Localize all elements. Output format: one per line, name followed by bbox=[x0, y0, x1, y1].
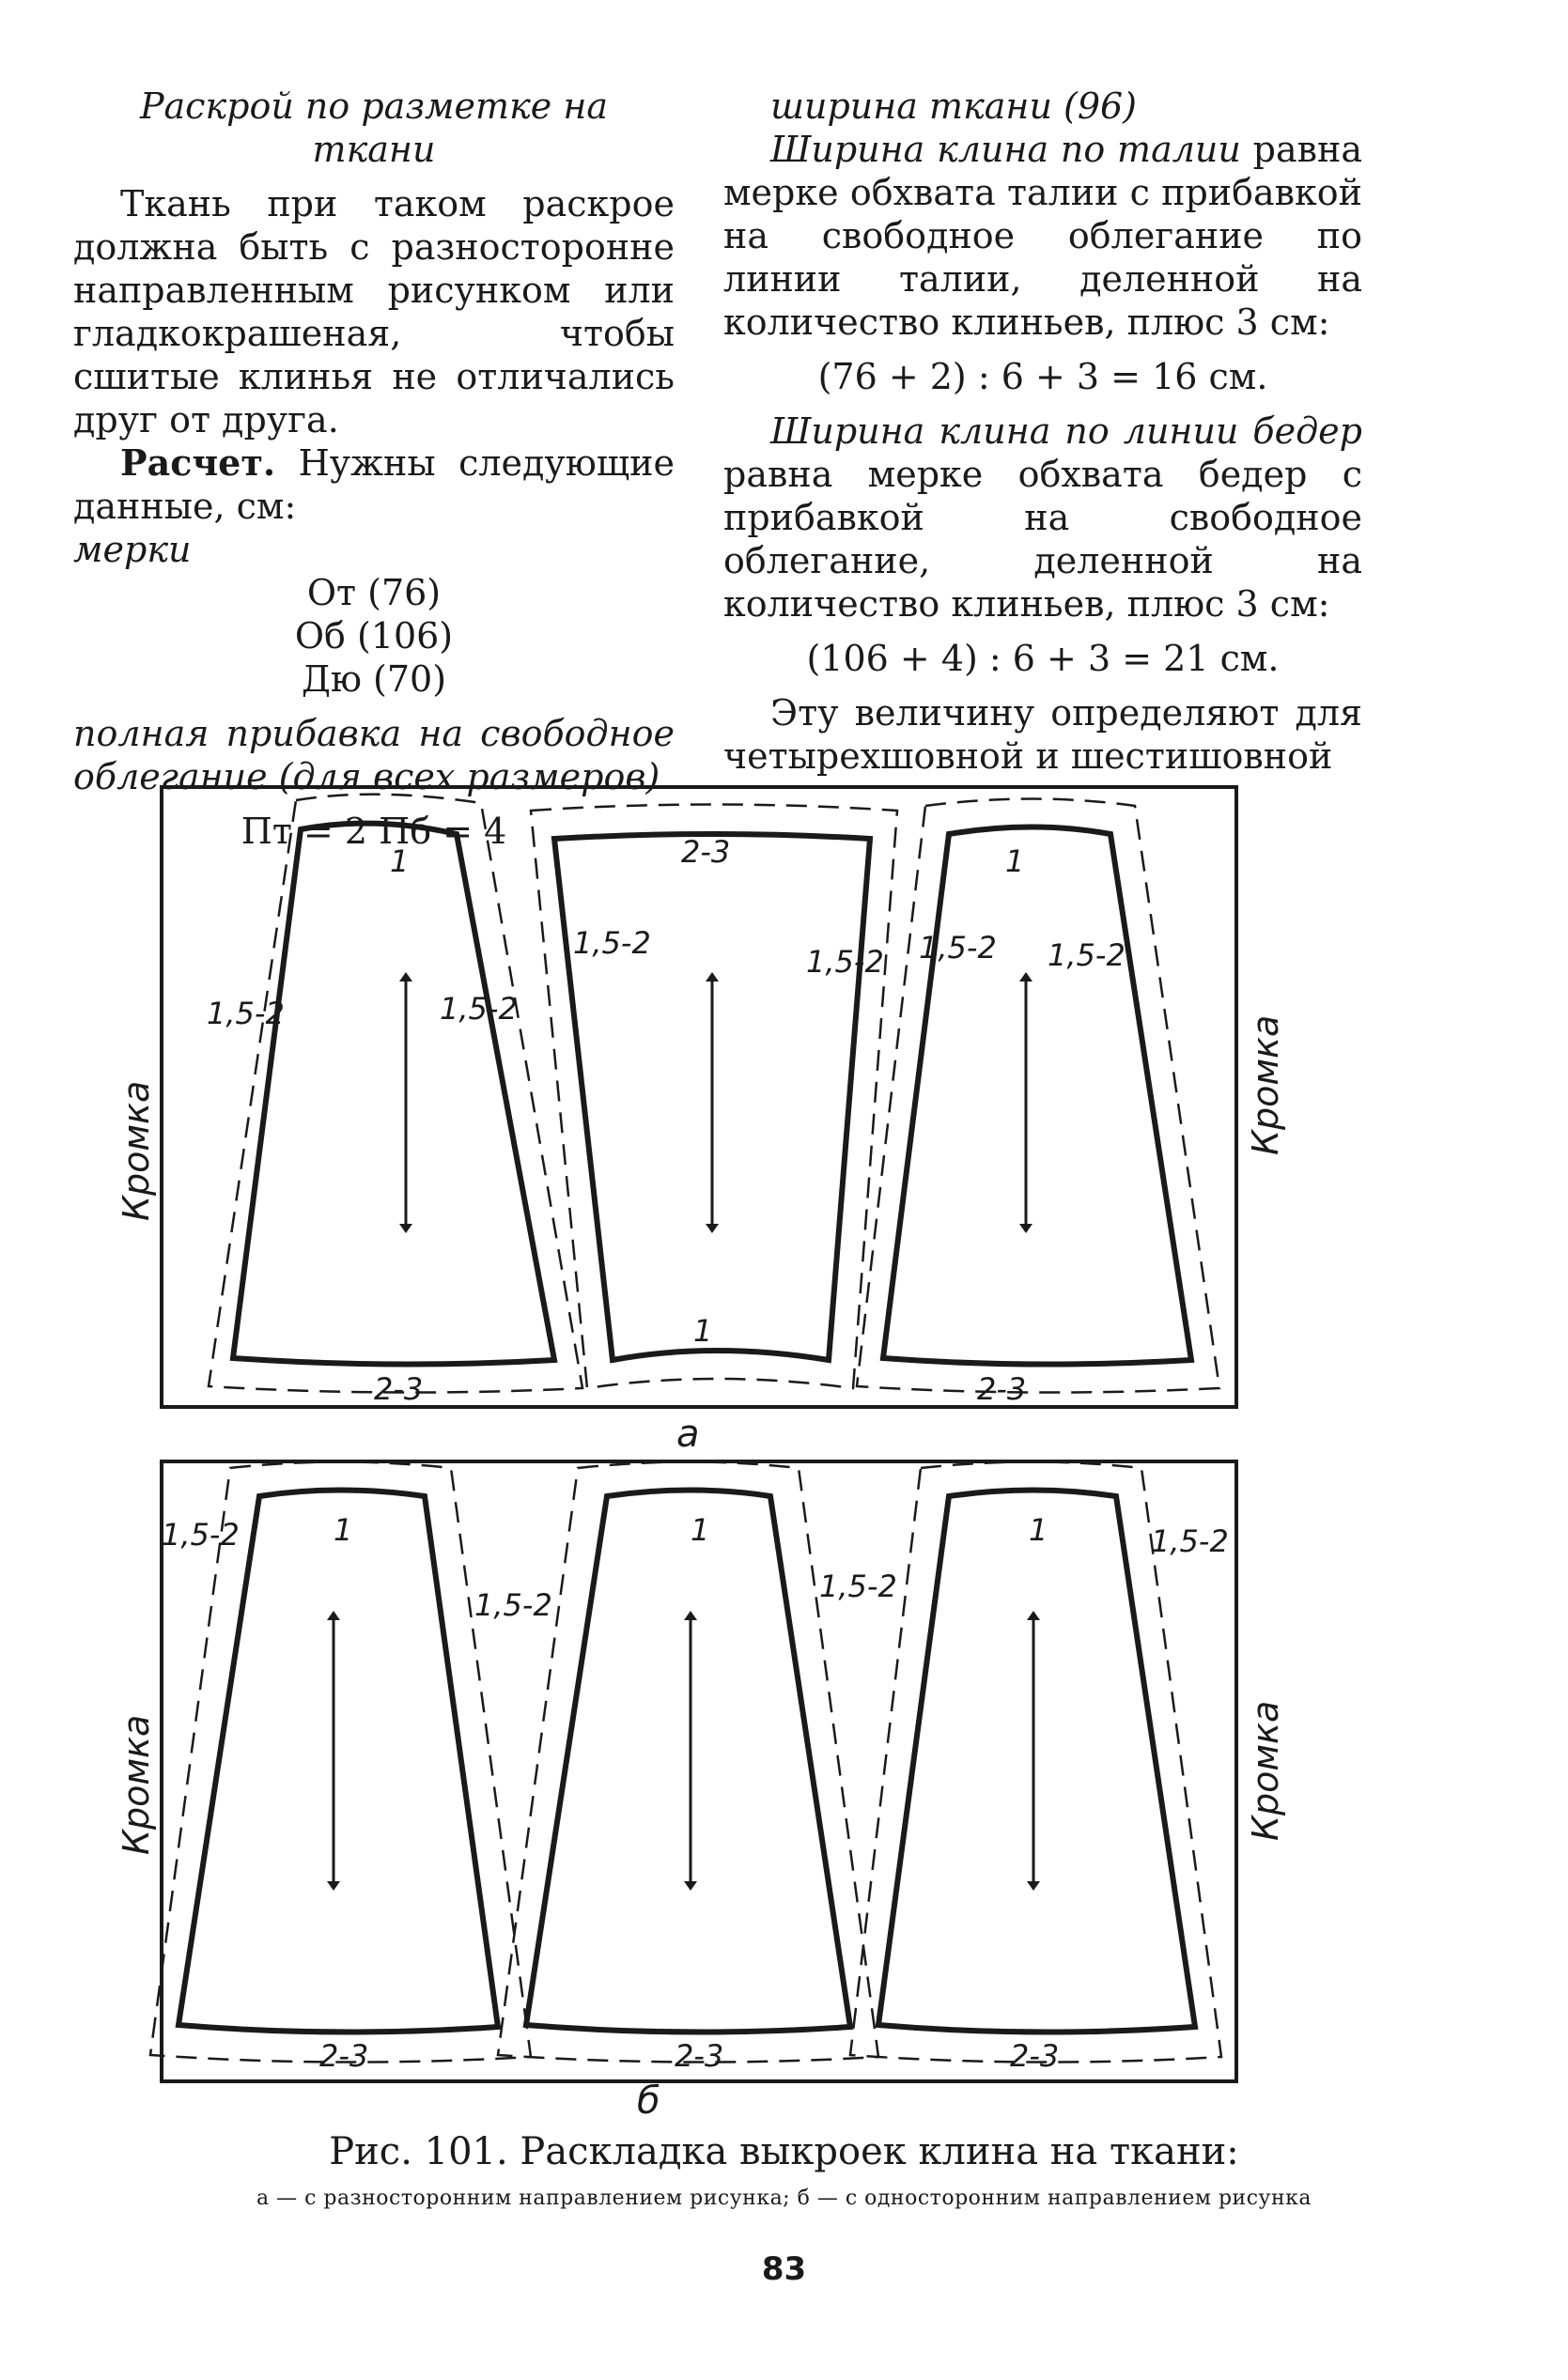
section-heading: Раскрой по разметке на ткани bbox=[139, 85, 609, 170]
hip-width-text: равна мерке обхвата бедер с прибавкой на свободное облегание, деленной на количество клиньев, плюс 3 см: bbox=[723, 454, 1362, 625]
seam-label-b1r: 1,5-2 bbox=[474, 1587, 552, 1623]
page-number: 83 bbox=[761, 2250, 807, 2288]
gore-b2-outline bbox=[526, 1491, 850, 2032]
gore-b1-outline bbox=[179, 1491, 498, 2032]
seam-label-b2r: 1,5-2 bbox=[819, 1569, 897, 1604]
seam-label-b3r: 1,5-2 bbox=[1151, 1523, 1229, 1559]
measures-label: мерки bbox=[73, 529, 192, 570]
measure-hips: Об (106) bbox=[294, 615, 454, 657]
figure-label-b: б bbox=[637, 2079, 660, 2123]
allowance-values: Пт = 2 Пб = 4 bbox=[241, 811, 507, 852]
seam-label-a3r: 1,5-2 bbox=[1048, 937, 1126, 973]
fabric-width-label: ширина ткани (96) bbox=[770, 85, 1138, 127]
waist-label-a2: 1 bbox=[693, 1313, 713, 1349]
measure-waist: От (76) bbox=[306, 572, 442, 613]
hem-label-a1: 2-3 bbox=[374, 1371, 424, 1407]
allowance-label: полная прибавка на свободное облегание (для всех размеров) bbox=[73, 713, 675, 797]
waist-label-b2: 1 bbox=[691, 1512, 710, 1548]
seam-label-a3l: 1,5-2 bbox=[919, 930, 997, 966]
figure-subcaption: а — с разносторонним направлением рисунка; б — с односторонним направлением рисунка bbox=[256, 2187, 1312, 2210]
seam-label-a2l: 1,5-2 bbox=[573, 925, 651, 961]
formula-waist: (76 + 2) : 6 + 3 = 16 см. bbox=[817, 356, 1268, 397]
formula-hips: (106 + 4) : 6 + 3 = 21 см. bbox=[806, 638, 1280, 679]
hem-label-b2: 2-3 bbox=[675, 2038, 724, 2074]
waist-label-b1: 1 bbox=[334, 1512, 353, 1548]
waist-width-term: Ширина клина по талии bbox=[770, 129, 1241, 170]
hem-label-a3: 2-3 bbox=[977, 1371, 1027, 1407]
hip-width-term: Ширина клина по линии бедер bbox=[770, 410, 1362, 452]
selvedge-label-a-right: Кромка bbox=[1245, 1014, 1286, 1155]
waist-label-a3: 1 bbox=[1005, 843, 1025, 879]
gore-b2-cutline bbox=[498, 1462, 878, 2063]
calc-text: Нужны следующие данные, см: bbox=[73, 442, 675, 527]
calc-heading: Расчет. bbox=[120, 441, 276, 484]
seam-label-a1r: 1,5-2 bbox=[440, 991, 518, 1027]
waist-width-text: равна мерке обхвата талии с прибавкой на свободное облегание по линии талии, деленной на количество клиньев, плюс 3 см: bbox=[723, 129, 1363, 343]
seam-label-b1l: 1,5-2 bbox=[162, 1517, 240, 1553]
hem-label-a2: 2-3 bbox=[681, 834, 731, 870]
seam-label-a2r: 1,5-2 bbox=[806, 944, 884, 980]
gore-b3-outline bbox=[878, 1491, 1195, 2032]
figure-label-a: а bbox=[676, 1413, 700, 1456]
waist-label-b3: 1 bbox=[1029, 1512, 1048, 1548]
gore-a3-outline bbox=[883, 827, 1191, 1365]
seam-label-a1l: 1,5-2 bbox=[207, 996, 285, 1031]
selvedge-label-b-right: Кромка bbox=[1245, 1700, 1286, 1841]
hem-label-b1: 2-3 bbox=[319, 2038, 369, 2074]
selvedge-label-a-left: Кромка bbox=[116, 1080, 157, 1221]
selvedge-label-b-left: Кромка bbox=[116, 1714, 157, 1855]
fabric-rect-b bbox=[162, 1461, 1236, 2081]
fabric-paragraph: Ткань при таком раскрое должна быть с разносторонне направленным рисунком или гладкокрашеная, чтобы сшитые клинья не отличались друг от друга. bbox=[73, 183, 675, 440]
hem-label-b3: 2-3 bbox=[1010, 2038, 1060, 2074]
last-paragraph: Эту величину определяют для четырехшовной и шестишовной bbox=[723, 692, 1362, 777]
measure-length: Дю (70) bbox=[301, 658, 447, 700]
gore-a3-cutline bbox=[857, 799, 1219, 1393]
waist-label-a1: 1 bbox=[390, 843, 410, 879]
figure-caption: Рис. 101. Раскладка выкроек клина на ткани: bbox=[329, 2130, 1239, 2173]
